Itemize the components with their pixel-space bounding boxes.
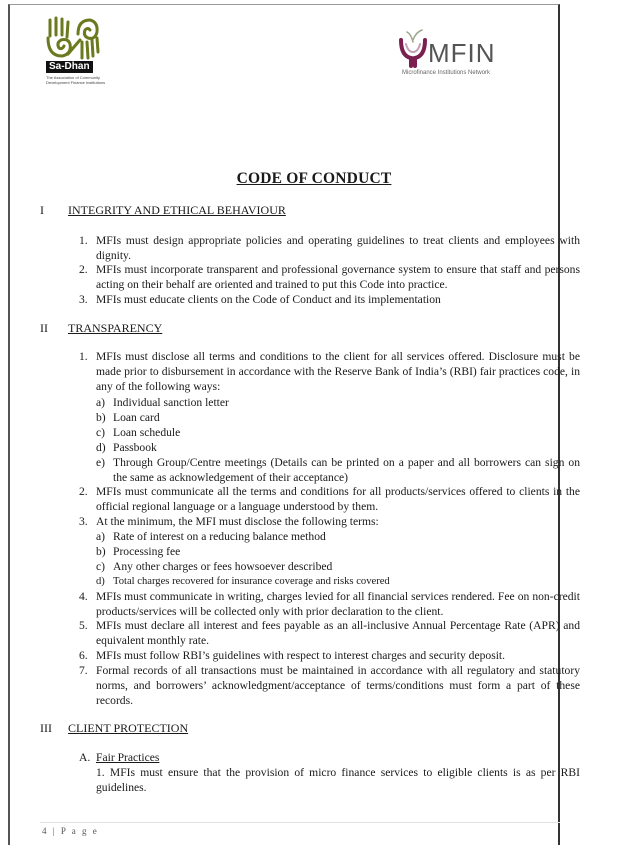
sub-item-letter: b) [96,411,106,424]
list-item [79,663,580,709]
item-number: 6. [79,649,88,662]
sub-item [96,395,580,410]
section-numeral: III [40,721,52,735]
mfin-logo-tagline: Microfinance Institutions Network [402,70,491,76]
sub-item-text: Total charges recovered for insurance coverage and risks covered [113,576,390,587]
sub-item-letter: b) [96,545,106,558]
item-number: 1. [79,234,88,247]
section-numeral: I [40,203,44,217]
sadhan-logo-tagline: The Association of Community Development Finance Institutions [46,75,106,85]
sub-item [96,410,580,425]
item-text: Formal records of all transactions must be maintained in accordance with all regulatory and statutory norms, and borrowers’ acknowledgment/acceptance of terms/conditions must form a part of these records. [96,664,580,708]
page-label: P a g e [60,826,99,836]
item-number: 2. [79,263,88,276]
sadhan-logo-name: Sa-Dhan [46,61,93,73]
sub-item-text: Any other charges or fees howsoever described [113,560,333,573]
list-item [79,292,580,307]
document-title: CODE OF CONDUCT [236,170,392,187]
sub-item-text: Passbook [113,441,157,454]
sub-item [96,544,580,559]
item-number: 1. [79,350,88,363]
sub-item-text: Processing fee [113,545,181,558]
sub-item-text: Through Group/Centre meetings (Details can be printed on a paper and all borrowers can sign on the same as acknowledgement of their acceptance) [113,456,580,485]
subsection-letter: A. [79,751,91,764]
section-heading [40,321,162,336]
sub-item-letter: c) [96,426,106,439]
item-text: MFIs must communicate in writing, charges levied for all financial services rendered. Fee on non-credit products/services will be collected only with prior declaration to the client. [96,590,580,619]
sadhan-logo [44,16,104,112]
footer-separator: | [52,826,57,836]
footer-divider [40,822,560,823]
item-text: MFIs must design appropriate policies and operating guidelines to treat clients and employees with dignity. [96,234,580,263]
list-item [79,484,580,514]
item-text: MFIs must declare all interest and fees payable as an all-inclusive Annual Percentage Rate (APR) and equivalent monthly rate. [96,619,580,648]
sub-item-letter: d) [96,441,106,454]
sub-item [96,440,580,455]
list-item [79,514,580,529]
list-item [79,589,580,619]
item-number: 2. [79,485,88,498]
item-number: 3. [79,293,88,306]
subsection-text: 1. MFIs must ensure that the provision of micro finance services to eligible clients is as per RBI guidelines. [96,766,580,795]
mfin-logo [398,22,528,82]
sub-item-text: Loan card [113,411,160,424]
list-item [79,233,580,263]
sub-item [96,574,580,589]
section-title: INTEGRITY AND ETHICAL BEHAVIOUR [68,203,286,217]
section-title: CLIENT PROTECTION [68,721,189,735]
item-number: 3. [79,515,88,528]
subsection-title: Fair Practices [96,751,160,764]
list-item [79,262,580,292]
item-text: MFIs must follow RBI’s guidelines with respect to interest charges and security deposit. [96,649,506,662]
page-footer [42,826,99,836]
item-text: MFIs must educate clients on the Code of Conduct and its implementation [96,293,441,306]
list-item [79,648,580,663]
sub-item-letter: e) [96,456,106,469]
list-item [79,618,580,648]
section-numeral: II [40,321,48,335]
sub-item-letter: a) [96,396,106,409]
mfin-hands-sprout-icon [398,22,428,68]
item-text: At the minimum, the MFI must disclose the following terms: [96,515,379,528]
sub-item-text: Individual sanction letter [113,396,229,409]
subsection-heading [79,750,159,765]
list-item [79,349,580,395]
item-text: MFIs must communicate all the terms and conditions for all products/services offered to clients in the official regional language or a language understood by them. [96,485,580,514]
sub-item [96,455,580,485]
sub-item [96,425,580,440]
sub-item [96,529,580,544]
sub-item [96,559,580,574]
section-title: TRANSPARENCY [68,321,163,335]
sub-item-text: Loan schedule [113,426,181,439]
page-number: 4 [42,826,49,836]
mfin-logo-name: MFIN [428,38,496,68]
item-text: MFIs must incorporate transparent and professional governance system to ensure that staff and persons acting on their behalf are oriented and trained to put this Code into practice. [96,263,580,292]
item-number: 5. [79,619,88,632]
sub-item-letter: c) [96,560,106,573]
item-number: 7. [79,664,88,677]
sub-item-letter: a) [96,530,106,543]
item-text: MFIs must disclose all terms and conditions to the client for all services offered. Disclosure must be made prior to disbursement in accordance with the Reserve Bank of India’s (RBI) fair practices code, in any of the following ways: [96,350,580,394]
sadhan-hand-spiral-icon [44,16,100,60]
item-number: 4. [79,590,88,603]
section-heading [40,203,286,218]
sub-item-text: Rate of interest on a reducing balance method [113,530,326,543]
section-heading [40,721,188,736]
sub-item-letter: d) [96,576,105,587]
